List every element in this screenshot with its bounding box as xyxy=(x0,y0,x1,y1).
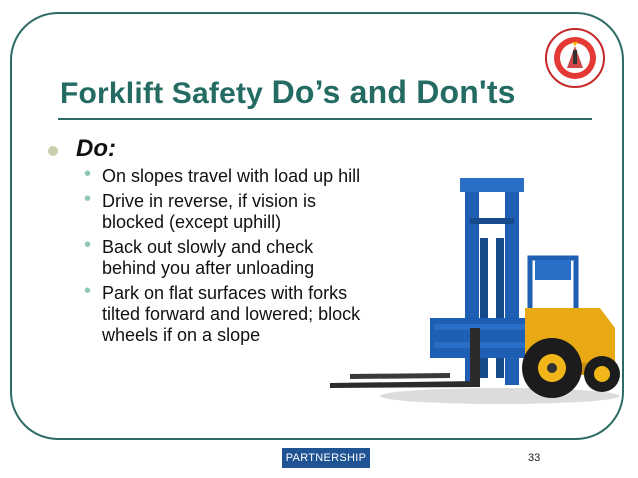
bullet-dot-icon xyxy=(48,146,58,156)
do-list xyxy=(78,163,368,350)
bullet-icon: • xyxy=(84,163,92,185)
bullet-text: Back out slowly and check behind you after unloading xyxy=(102,237,315,278)
list-item xyxy=(78,234,368,279)
partnership-badge: PARTNERSHIP xyxy=(282,448,370,468)
title-underline xyxy=(58,118,592,120)
bullet-text: Drive in reverse, if vision is blocked (except uphill) xyxy=(102,191,317,232)
do-heading: Do: xyxy=(76,135,116,162)
bullet-text: Park on flat surfaces with forks tilted forward and lowered; block wheels if on a slope xyxy=(102,283,361,345)
list-item xyxy=(78,280,368,346)
title-part2: Do’s and Don'ts xyxy=(271,74,516,110)
slide-title xyxy=(60,74,516,111)
bullet-text: On slopes travel with load up hill xyxy=(102,166,361,186)
safety-logo xyxy=(545,28,605,88)
list-item xyxy=(78,163,368,187)
title-part1: Forklift Safety xyxy=(60,77,272,110)
bullet-icon: • xyxy=(84,234,92,256)
page-number: 33 xyxy=(528,452,541,464)
bullet-icon: • xyxy=(84,188,92,210)
forklift-image xyxy=(330,178,620,408)
list-item xyxy=(78,188,368,233)
bullet-icon: • xyxy=(84,280,92,302)
